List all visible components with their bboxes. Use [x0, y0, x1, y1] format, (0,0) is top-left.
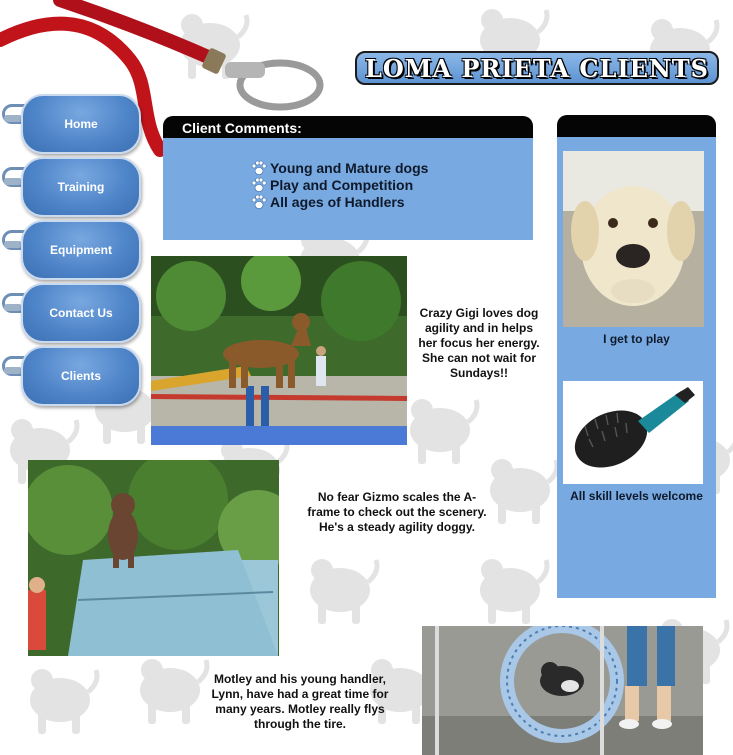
sidebar-caption-1: I get to play — [603, 332, 670, 346]
story-caption: Motley and his young handler, Lynn, have had a great time for many years. Motley really flys through the tire. — [211, 672, 389, 731]
clip-icon — [4, 241, 22, 248]
nav-training[interactable] — [0, 155, 140, 217]
bullet-text: Young and Mature dogs — [270, 159, 429, 176]
clip-icon — [4, 304, 22, 311]
comments-list — [251, 159, 428, 210]
story-caption: Crazy Gigi loves dog agility and in helps her focus her energy. She can not wait for Sundays!! — [418, 306, 540, 380]
clip-icon — [4, 178, 22, 185]
bullet-text: All ages of Handlers — [270, 193, 405, 210]
nav-label: Contact Us — [49, 306, 113, 320]
story-caption: No fear Gizmo scales the A-frame to check out the scenery. He's a steady agility doggy. — [307, 490, 487, 534]
nav-tag[interactable] — [21, 346, 141, 406]
labrador-photo — [563, 151, 704, 327]
nav-home[interactable] — [0, 92, 140, 154]
brush-photo — [563, 381, 703, 484]
nav-tag[interactable] — [21, 157, 141, 217]
nav-tag[interactable] — [21, 94, 141, 154]
comments-panel — [163, 138, 533, 240]
comments-title: Client Comments: — [182, 120, 302, 136]
nav-clients[interactable] — [0, 344, 140, 406]
sidebar-caption-2: All skill levels welcome — [570, 489, 703, 503]
nav-tag[interactable] — [21, 220, 141, 280]
sidebar-header — [557, 115, 716, 137]
site-title-plaque — [355, 51, 719, 85]
gigi-agility-photo — [151, 256, 407, 445]
nav-label: Equipment — [50, 243, 112, 257]
nav-equipment[interactable] — [0, 218, 140, 280]
site-title: LOMA PRIETA CLIENTS — [365, 53, 709, 83]
comments-header — [163, 116, 533, 138]
list-item — [251, 193, 428, 210]
nav-label: Clients — [60, 369, 101, 383]
paw-print-icon — [251, 194, 267, 210]
list-item — [251, 159, 428, 176]
motley-tire-photo — [422, 626, 703, 755]
nav-tag[interactable] — [21, 283, 141, 343]
list-item — [251, 176, 428, 193]
paw-print-icon — [251, 160, 267, 176]
nav-contact-us[interactable] — [0, 281, 140, 343]
clip-icon — [4, 115, 22, 122]
clip-icon — [4, 367, 22, 374]
gizmo-aframe-photo — [28, 460, 279, 656]
paw-print-icon — [251, 177, 267, 193]
nav-label: Training — [57, 180, 105, 194]
bullet-text: Play and Competition — [270, 176, 414, 193]
sidebar-panel — [557, 137, 716, 598]
nav-label: Home — [64, 117, 98, 131]
